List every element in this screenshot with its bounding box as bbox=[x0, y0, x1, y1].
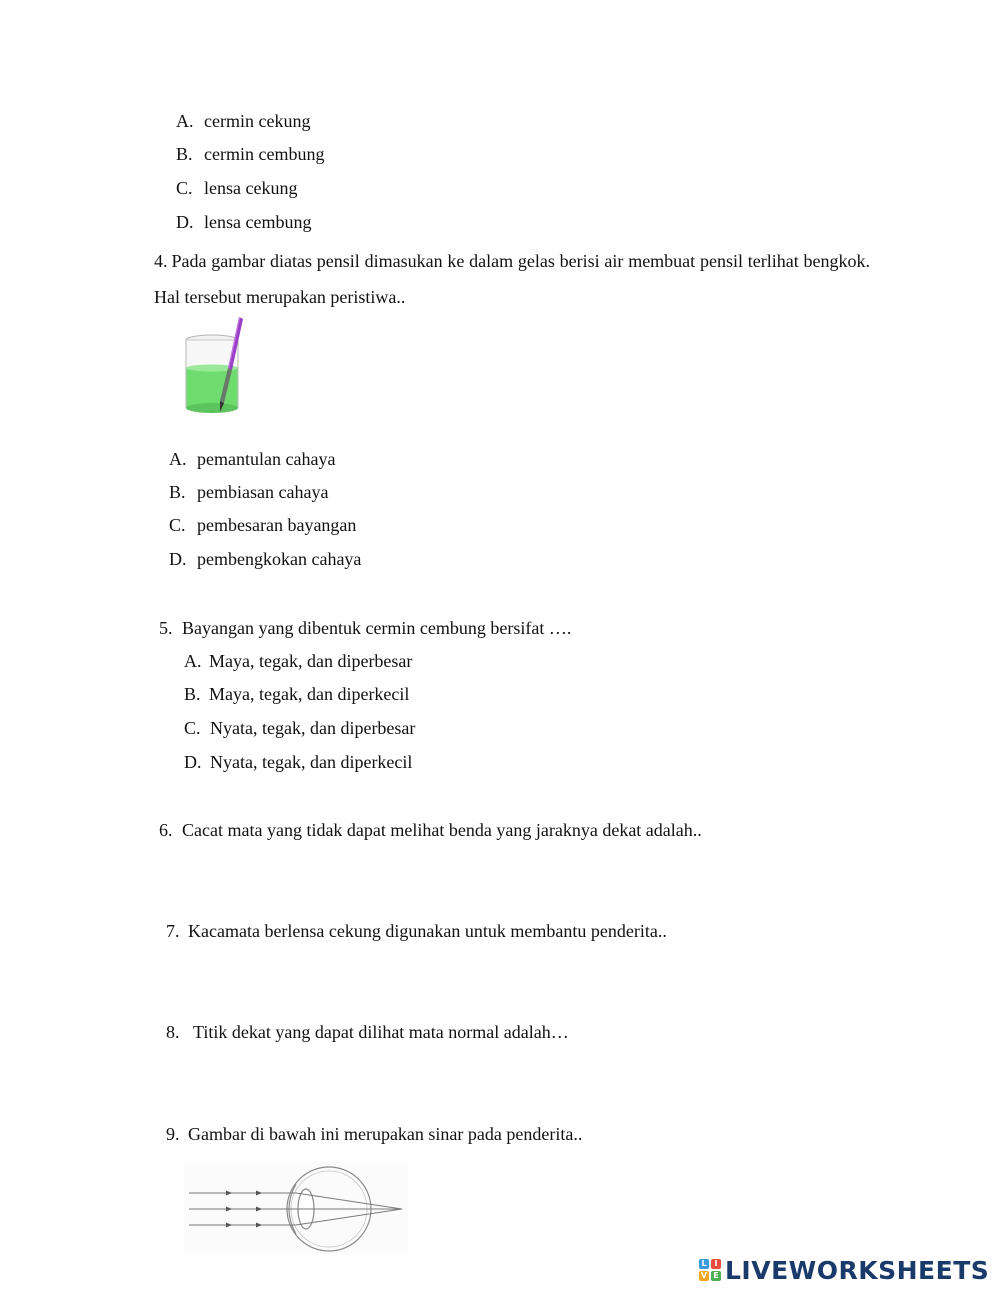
logo-mark-letter: I bbox=[711, 1259, 721, 1269]
option-text: Maya, tegak, dan diperbesar bbox=[209, 651, 413, 671]
liveworksheets-logo-text: LIVEWORKSHEETS bbox=[725, 1255, 990, 1285]
option-text: lensa cembung bbox=[204, 212, 312, 232]
option-label: C. bbox=[176, 178, 193, 198]
option-text: pemantulan cahaya bbox=[197, 449, 336, 469]
option-label: C. bbox=[169, 515, 186, 535]
option-text: Nyata, tegak, dan diperbesar bbox=[210, 718, 416, 738]
option-text: Nyata, tegak, dan diperkecil bbox=[210, 752, 413, 772]
eye-ray-diagram-figure bbox=[184, 1162, 408, 1254]
question-number: 5. bbox=[159, 618, 173, 638]
question-number: 9. bbox=[166, 1124, 180, 1144]
question-number: 8. bbox=[166, 1022, 180, 1042]
q4-option-b bbox=[169, 481, 328, 503]
q5-option-b bbox=[184, 683, 409, 705]
option-label: D. bbox=[176, 212, 194, 232]
q3-option-b bbox=[176, 143, 324, 165]
logo-mark-letter: E bbox=[711, 1271, 721, 1281]
option-text: pembengkokan cahaya bbox=[197, 549, 362, 569]
question-8 bbox=[166, 1021, 569, 1043]
option-label: D. bbox=[169, 549, 187, 569]
q3-option-a bbox=[176, 110, 310, 132]
liveworksheets-logo[interactable] bbox=[699, 1255, 989, 1285]
pencil-in-water-glass-figure bbox=[182, 315, 252, 415]
liveworksheets-logo-icon bbox=[699, 1259, 721, 1281]
option-label: D. bbox=[184, 752, 202, 772]
question-4 bbox=[154, 243, 870, 315]
question-number: 4. bbox=[154, 251, 168, 271]
q5-option-a bbox=[184, 650, 412, 672]
question-text: Pada gambar diatas pensil dimasukan ke dalam gelas berisi air membuat pensil terlihat bengkok. Hal tersebut merupakan peristiwa.. bbox=[154, 251, 870, 307]
option-label: B. bbox=[184, 684, 201, 704]
option-label: C. bbox=[184, 718, 201, 738]
option-text: Maya, tegak, dan diperkecil bbox=[209, 684, 410, 704]
option-text: cermin cekung bbox=[204, 111, 311, 131]
question-text: Cacat mata yang tidak dapat melihat benda yang jaraknya dekat adalah.. bbox=[182, 820, 702, 840]
option-label: A. bbox=[176, 111, 194, 131]
q4-option-a bbox=[169, 448, 335, 470]
option-label: B. bbox=[176, 144, 193, 164]
q3-option-d bbox=[176, 211, 311, 233]
q4-option-d bbox=[169, 548, 361, 570]
logo-mark-letter: V bbox=[700, 1271, 708, 1280]
option-text: cermin cembung bbox=[204, 144, 325, 164]
question-number: 6. bbox=[159, 820, 173, 840]
question-5 bbox=[159, 617, 571, 639]
option-label: A. bbox=[169, 449, 187, 469]
option-text: lensa cekung bbox=[204, 178, 298, 198]
question-9 bbox=[166, 1123, 582, 1145]
question-number: 7. bbox=[166, 921, 180, 941]
q3-option-c bbox=[176, 177, 297, 199]
q5-option-c bbox=[184, 717, 415, 739]
option-label: A. bbox=[184, 651, 202, 671]
question-6 bbox=[159, 819, 702, 841]
question-text: Kacamata berlensa cekung digunakan untuk membantu penderita.. bbox=[188, 921, 667, 941]
question-text: Bayangan yang dibentuk cermin cembung bersifat …. bbox=[182, 618, 572, 638]
question-text: Gambar di bawah ini merupakan sinar pada penderita.. bbox=[188, 1124, 583, 1144]
question-7 bbox=[166, 920, 667, 942]
option-text: pembesaran bayangan bbox=[197, 515, 357, 535]
q5-option-d bbox=[184, 751, 412, 773]
option-text: pembiasan cahaya bbox=[197, 482, 329, 502]
question-text: Titik dekat yang dapat dilihat mata normal adalah… bbox=[193, 1022, 569, 1042]
option-label: B. bbox=[169, 482, 186, 502]
q4-option-c bbox=[169, 514, 356, 536]
logo-mark-letter: L bbox=[699, 1259, 709, 1269]
